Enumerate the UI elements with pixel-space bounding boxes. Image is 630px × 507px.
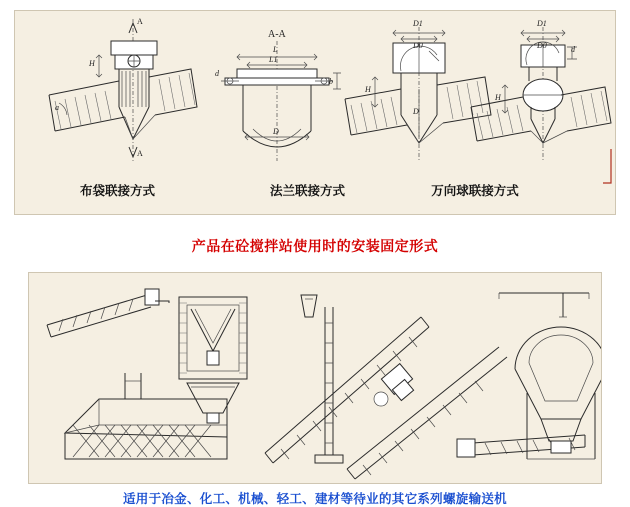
label-fig4-d: d	[571, 45, 575, 54]
connection-captions	[15, 181, 615, 199]
scene-silo-tank	[499, 293, 601, 459]
label-fig3-H: H	[365, 85, 371, 94]
caption-flange-connection: 法兰联接方式	[269, 184, 345, 198]
figure-flange-section-aa	[221, 41, 341, 161]
label-fig1-height: H	[89, 59, 95, 68]
label-fig2-d: d	[215, 69, 219, 78]
label-fig3-D1: D1	[413, 19, 423, 28]
label-fig2-D: D	[273, 127, 279, 136]
label-section-aa: A-A	[268, 29, 286, 40]
label-fig1-arrow-bottom: A	[137, 149, 143, 158]
middle-section-title: 产品在砼搅拌站使用时的安装固定形式	[191, 238, 439, 254]
figure-bag-connection	[49, 19, 197, 161]
bottom-section-title: 适用于冶金、化工、机械、轻工、建材等待业的其它系列螺旋输送机	[122, 492, 507, 506]
label-fig1-angle: a	[55, 103, 59, 112]
scene-inclined-conveyors	[265, 295, 585, 479]
label-fig3-D0: D0	[413, 41, 423, 50]
label-fig4-H: H	[495, 93, 501, 102]
caption-universal-ball-connection: 万向球联接方式	[431, 184, 519, 198]
caption-bag-connection: 布袋联接方式	[79, 184, 155, 198]
scene-mixing-plant-hopper	[47, 289, 247, 459]
label-fig3-D: D	[413, 107, 419, 116]
red-corner-mark	[603, 149, 611, 183]
connection-methods-panel	[14, 10, 616, 215]
label-fig4-D0: D0	[537, 41, 547, 50]
label-fig2-b: b	[329, 77, 333, 86]
installation-applications-panel	[28, 272, 602, 484]
installation-drawings	[29, 273, 601, 483]
label-fig1-arrow-top: A	[137, 17, 143, 26]
label-fig4-D1: D1	[537, 19, 547, 28]
label-fig2-L1: L1	[269, 55, 278, 64]
label-fig2-L: L	[273, 45, 278, 54]
